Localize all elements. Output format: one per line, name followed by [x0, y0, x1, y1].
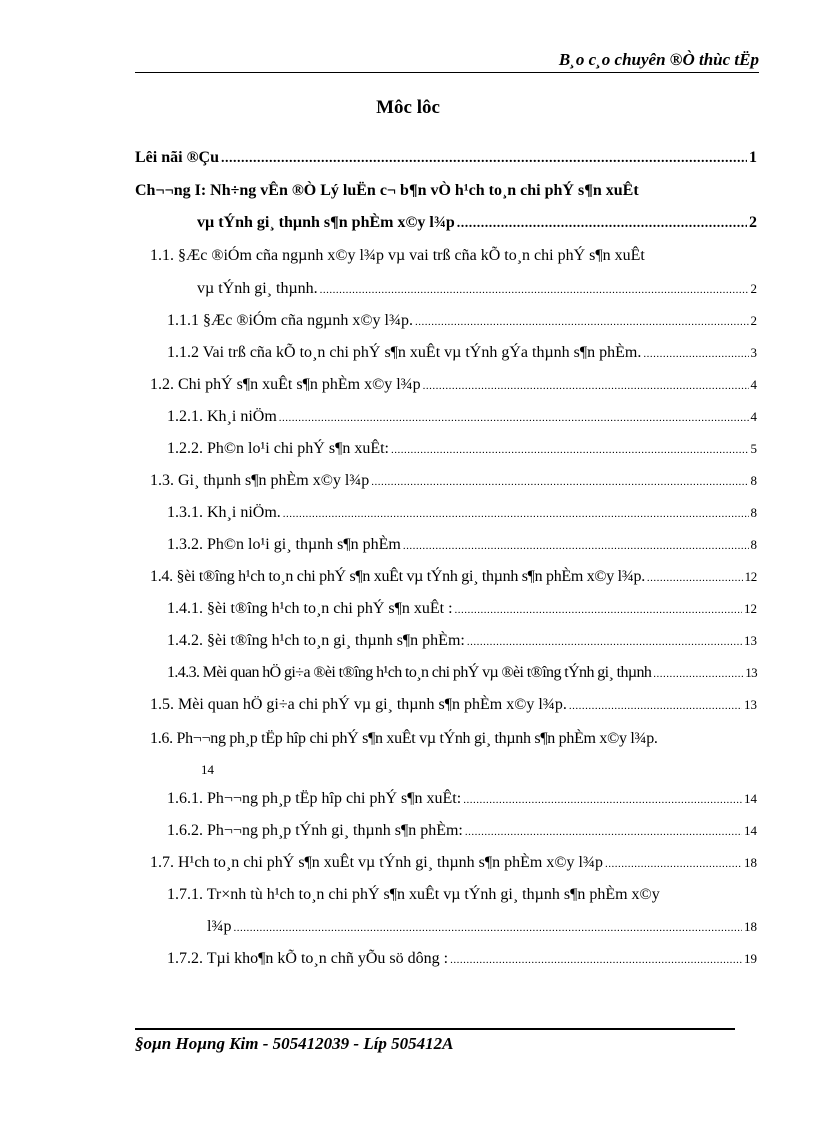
toc-entry-text: 1.3.1. Kh¸i niÖm. [167, 504, 281, 521]
toc-entry[interactable] [150, 375, 757, 396]
running-header: B¸o c¸o chuyên ®Ò thùc tËp [558, 50, 759, 69]
toc-entry-page: 18 [744, 919, 757, 934]
toc-entry-page: 19 [744, 951, 757, 966]
toc-entry-page: 13 [745, 665, 757, 680]
toc-entry-page: 4 [750, 409, 757, 424]
toc-entry-text: 1.1.1 §Æc ®iÓm cña ngµnh x©y l¾p. [167, 312, 413, 329]
toc-entry[interactable] [167, 599, 757, 620]
toc-entry-page: 13 [744, 697, 757, 712]
toc-entry-text: 1.6.2. Ph¬¬ng ph¸p tÝnh gi¸ thµnh s¶n phÈm: [167, 822, 463, 839]
toc-entry-page: 8 [750, 505, 757, 520]
toc-entry-text[interactable]: 1.7.1. Tr×nh tù h¹ch to¸n chi phÝ s¶n xuÊt vµ tÝnh gi¸ thµnh s¶n phÈm x©y [167, 886, 660, 903]
toc-entry-page: 1 [749, 149, 757, 166]
toc-leader [221, 149, 747, 169]
toc-entry[interactable] [167, 343, 757, 364]
toc-entry[interactable] [197, 279, 757, 300]
toc-leader [605, 854, 742, 874]
toc-entry-page: 2 [750, 313, 757, 328]
toc-leader [415, 312, 749, 332]
toc-entry-text[interactable]: Ch¬¬ng I: Nh÷ng vÊn ®Ò Lý luËn c¬ b¶n vÒ h¹ch to¸n chi phÝ s¶n xuÊt [135, 182, 639, 199]
toc-entry-page: 13 [744, 633, 757, 648]
toc-leader [403, 536, 749, 556]
toc-entry[interactable] [150, 567, 757, 588]
toc-entry[interactable] [167, 631, 757, 652]
toc-leader [463, 790, 742, 810]
toc-entry[interactable] [167, 535, 757, 556]
toc-leader [283, 504, 749, 524]
toc-entry[interactable] [167, 949, 757, 970]
toc-entry-text[interactable]: 1.1. §Æc ®iÓm cña ngµnh x©y l¾p vµ vai trß cña kÕ to¸n chi phÝ s¶n xuÊt [150, 247, 645, 264]
toc-entry-page: 4 [750, 377, 757, 392]
toc-leader [467, 632, 742, 652]
toc-entry-page: 14 [744, 791, 757, 806]
toc-leader [423, 376, 749, 396]
toc-entry[interactable] [167, 789, 757, 810]
toc-entry-text: 1.2.1. Kh¸i niÖm [167, 408, 277, 425]
toc-entry[interactable] [197, 213, 757, 234]
toc-leader [391, 440, 749, 460]
toc-entry-page: 3 [750, 345, 757, 360]
toc-entry[interactable] [150, 695, 757, 716]
toc-entry[interactable] [150, 853, 757, 874]
toc-entry-text: 1.3.2. Ph©n lo¹i gi¸ thµnh s¶n phÈm [167, 536, 401, 553]
toc-leader [279, 408, 749, 428]
toc-entry-text: 1.4.2. §èi t®îng h¹ch to¸n gi¸ thµnh s¶n phÈm: [167, 632, 465, 649]
toc-entry-page: 2 [749, 214, 757, 231]
toc-leader [455, 600, 742, 620]
toc-entry-page: 18 [744, 855, 757, 870]
toc-entry-page: 14 [201, 762, 214, 777]
toc-entry-page: 14 [744, 823, 757, 838]
header-rule [135, 72, 759, 73]
toc-leader [643, 344, 748, 364]
toc-leader [371, 472, 748, 492]
toc-entry-text: 1.4.1. §èi t®îng h¹ch to¸n chi phÝ s¶n xuÊt : [167, 600, 453, 617]
toc-entry[interactable] [167, 503, 757, 524]
toc-leader [450, 950, 742, 970]
toc-entry-text: vµ tÝnh gi¸ thµnh s¶n phÈm x©y l¾p [197, 214, 455, 231]
toc-leader [569, 696, 742, 716]
toc-entry-page: 12 [744, 569, 757, 584]
toc-entry-text: 1.7.2. Tµi kho¶n kÕ to¸n chñ yÕu sö dông : [167, 950, 449, 967]
toc-entry-text: 1.5. Mèi quan hÖ gi÷a chi phÝ vµ gi¸ thµnh s¶n phÈm x©y l¾p. [150, 696, 567, 713]
toc-leader [320, 280, 749, 300]
toc-title: Môc lôc [376, 97, 440, 118]
toc-entry[interactable] [150, 471, 757, 492]
toc-entry-text: 1.7. H¹ch to¸n chi phÝ s¶n xuÊt vµ tÝnh gi¸ thµnh s¶n phÈm x©y l¾p [150, 854, 603, 871]
toc-entry[interactable] [167, 407, 757, 428]
toc-entry-text: Lêi nãi ®Çu [135, 149, 219, 166]
toc-entry-text: 1.2. Chi phÝ s¶n xuÊt s¶n phÈm x©y l¾p [150, 376, 421, 393]
toc-entry[interactable] [167, 821, 757, 842]
toc-leader [653, 664, 743, 684]
toc-entry-text: vµ tÝnh gi¸ thµnh. [197, 280, 318, 297]
toc-entry[interactable] [135, 148, 757, 169]
toc-entry-text: 1.2.2. Ph©n lo¹i chi phÝ s¶n xuÊt: [167, 440, 389, 457]
running-footer: §oµn Hoµng Kim - 505412039 - Líp 505412A [135, 1034, 454, 1053]
toc-entry[interactable] [167, 663, 757, 684]
toc-leader [233, 918, 742, 938]
toc-entry-text: 1.1.2 Vai trß cña kÕ to¸n chi phÝ s¶n xuÊt vµ tÝnh gÝa thµnh s¶n phÈm. [167, 344, 642, 361]
toc-entry[interactable] [167, 439, 757, 460]
toc-entry-page: 12 [744, 601, 757, 616]
toc-entry-text[interactable]: 1.6. Ph¬¬ng ph¸p tËp hîp chi phÝ s¶n xuÊt vµ tÝnh gi¸ thµnh s¶n phÈm x©y l¾p. [150, 730, 658, 747]
toc-leader [647, 568, 743, 588]
toc-entry[interactable] [207, 917, 757, 938]
toc-leader [457, 214, 747, 234]
toc-entry-page: 5 [750, 441, 757, 456]
toc-entry-text: l¾p [207, 918, 232, 935]
toc-entry-page: 2 [750, 281, 757, 296]
toc-entry-text: 1.3. Gi¸ thµnh s¶n phÈm x©y l¾p [150, 472, 370, 489]
toc-entry-text: 1.6.1. Ph¬¬ng ph¸p tËp hîp chi phÝ s¶n xuÊt: [167, 790, 462, 807]
toc-entry-text: 1.4. §èi t®îng h¹ch to¸n chi phÝ s¶n xuÊt vµ tÝnh gi¸ thµnh s¶n phÈm x©y l¾p. [150, 568, 645, 585]
toc-entry-text: 1.4.3. Mèi quan hÖ gi÷a ®èi t®îng h¹ch to¸n chi phÝ vµ ®èi t®îng tÝnh gi¸ thµnh [167, 664, 652, 681]
toc-entry[interactable] [167, 311, 757, 332]
toc-leader [465, 822, 742, 842]
toc-entry-page: 8 [750, 537, 757, 552]
footer-rule [135, 1028, 735, 1030]
toc-entry-page: 8 [750, 473, 757, 488]
